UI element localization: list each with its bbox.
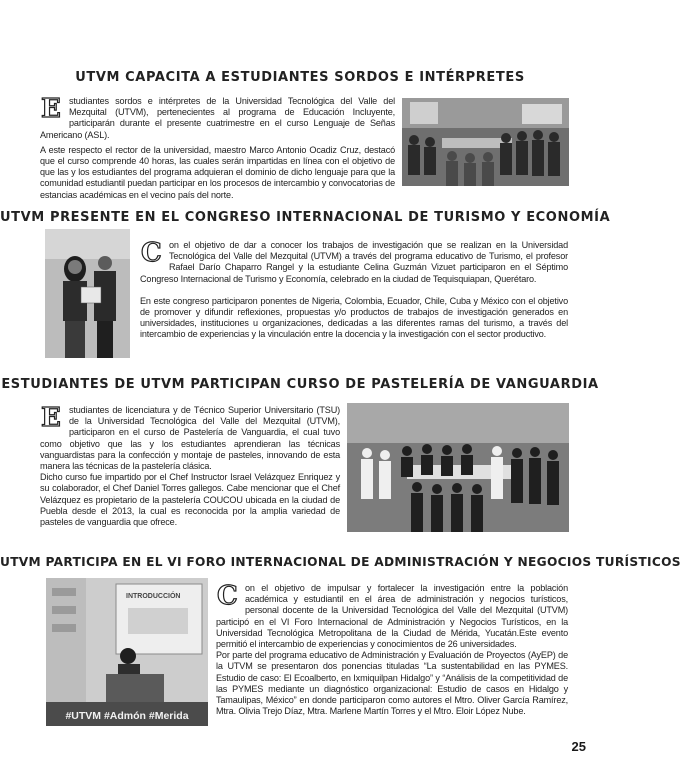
article-1-paragraph: studiantes sordos e intérpretes de la Universidad Tecnológica del Valle del Mezquital (UTVM), pertenecientes al programa de Educación Incluyente, participarán durante el presente cuatrimestre en el curso Lenguaje de Señas Americano (ASL). bbox=[40, 96, 395, 140]
article-4-paragraph: Por parte del programa educativo de Administración y Evaluación de Proyectos (AyEP) de la UTVM se presentaron dos ponencias tituladas “La sustentabilidad en las PYMES. Estudio de caso: El Ecoalberto, en Ixmiquilpan Hidalgo” y “Análisis de la competitividad de las PYMES mediante un diagnóstico organizacional: Estudio de casos en Hidalgo y Tamaulipas, México” en donde participaron como autores el Mtro. Oliver García Ramírez, Mtra. Olivia Trejo Díaz, Mtra. Marlene Martín Torres y el Mtro. Eloir López Nube. bbox=[216, 650, 568, 717]
article-2-body bbox=[140, 240, 568, 345]
screen-title: INTRODUCCIÓN bbox=[126, 593, 181, 600]
article-2-paragraph: En este congreso participaron ponentes de Nigeria, Colombia, Ecuador, Chile, Cuba y México con el objetivo de promover y difundir reflexiones, propuestas y/o productos de trabajos de investigación generados en universidades, instituciones u organizaciones, dedicadas a las diferentes ramas del turismo, a través del intercambio de experiencias y la vinculación entre la docencia y la investigación con el sector productivo. bbox=[140, 295, 568, 340]
dropcap-c-icon bbox=[140, 238, 166, 268]
article-3-paragraph: studiantes de licenciatura y de Técnico Superior Universitario (TSU) de la Universidad Tecnológica del Valle del Mezquital (UTVM), participaron en el curso de Pastelería de Vanguardia, el cual tuvo como objetivo que las y los estudiantes aprendieran las técnicas vanguardistas para la confección y montaje de pasteles, innovando de esta manera las técnicas de la pastelería clásica. bbox=[40, 405, 340, 472]
article-1-group-photo bbox=[402, 98, 569, 186]
article-1-body bbox=[40, 96, 395, 205]
article-2-paragraph: on el objetivo de dar a conocer los trabajos de investigación que se realizan en la Universidad Tecnológica del Valle del Mezquital (UTVM) a través del programa educativo de Turismo, el profesor Rafael Darío Chaparro Rangel y la estudiante Celina Guzmán Vizuet participaron en el Séptimo Congreso Internacional de Turismo y Economía, celebrado en la ciudad de Tequisquiapan, Querétaro. bbox=[140, 240, 568, 284]
article-4-paragraph: on el objetivo de impulsar y fortalecer la investigación entre la población académica y estudiantil en el área de administración y negocios turísticos, personal docente de la Universidad Tecnológica del Valle del Mezquital (UTVM) participó en el VI Foro Internacional de Administración y Negocios Turísticos, en la Universidad Tecnológica Metropolitana de la Ciudad de Mérida, Yucatán.Este evento permitió el intercambio de experiencias y conocimientos de 26 universidades. bbox=[216, 583, 568, 650]
article-4-title: UTVM PARTICIPA EN EL VI FORO INTERNACIONAL DE ADMINISTRACIÓN Y NEGOCIOS TURÍSTICOS bbox=[0, 555, 681, 569]
dropcap-e-icon bbox=[40, 403, 66, 433]
svg-text:C: C bbox=[217, 581, 238, 611]
dropcap-c-icon bbox=[216, 581, 242, 611]
page-number: 25 bbox=[571, 739, 586, 754]
article-2-award-photo bbox=[45, 229, 130, 358]
article-3-title: ESTUDIANTES DE UTVM PARTICIPAN CURSO DE PASTELERÍA DE VANGUARDIA bbox=[1, 377, 599, 392]
svg-text:E: E bbox=[41, 403, 61, 433]
article-1-title: UTVM CAPACITA A ESTUDIANTES SORDOS E INTÉRPRETES bbox=[75, 70, 525, 85]
article-3-paragraph: Dicho curso fue impartido por el Chef Instructor Israel Velázquez Enriquez y su colaborador, el Chef Daniel Torres gallegos. Cabe mencionar que el Chef Velázquez es propietario de la pastelería COUCOU ubicada en la ciudad de Puebla desde el 2013, la cual es reconocida por la amplia variedad de pasteles de vanguardia que ofrece. bbox=[40, 472, 340, 528]
article-4-presentation-photo bbox=[46, 578, 208, 726]
article-3-pastry-group-photo bbox=[347, 403, 569, 532]
article-2-title: UTVM PRESENTE EN EL CONGRESO INTERNACIONAL DE TURISMO Y ECONOMÍA bbox=[0, 210, 611, 225]
dropcap-e-icon bbox=[40, 94, 66, 124]
svg-text:C: C bbox=[141, 238, 162, 268]
article-4-body bbox=[216, 583, 568, 721]
banner-text: #UTVM #Admón #Merida bbox=[65, 710, 189, 722]
article-3-body bbox=[40, 405, 340, 532]
svg-text:E: E bbox=[41, 94, 61, 124]
article-1-paragraph: A este respecto el rector de la universidad, maestro Marco Antonio Ocadiz Cruz, destacó que el curso comprende 40 horas, las cuales serán impartidas en línea con el objetivo de que las y los estudiantes del programa adquieran el dominio de dicho lenguaje para que la comunidad estudiantil puedan participar en los procesos de intercambio y convocatorias de estancias académicas en el vecino país del norte. bbox=[40, 144, 395, 200]
